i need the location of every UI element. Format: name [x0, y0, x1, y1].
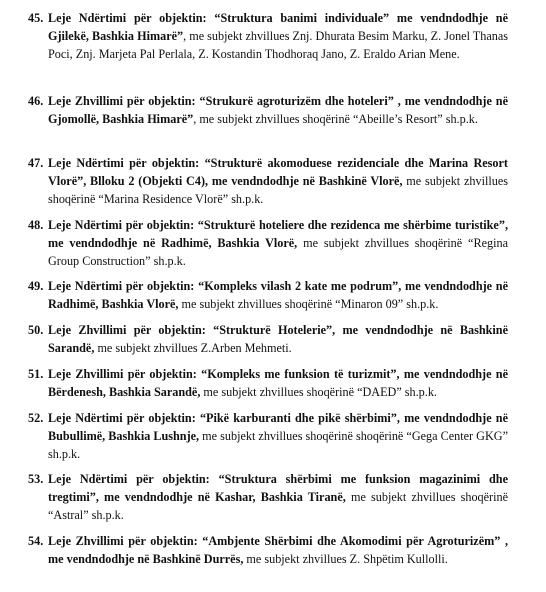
item-details: me subjekt zhvillues shoqërinë shoqërinë “Gega Center GKG” sh.p.k. — [48, 428, 508, 461]
item-title: Leje Zhvillimi për objektin: “Strukurë agroturizëm dhe hoteleri” , me vendndodhje në Gjomollë, Bashkia Himarë” — [48, 94, 508, 126]
list-item — [28, 410, 508, 463]
item-number: 54. — [28, 534, 44, 548]
item-details: , me subjekt zhvillues Znj. Dhurata Besim Marku, Z. Jonel Thanas Poci, Znj. Marjeta Pal Perlala, Z. Kostandin Thodhoraq Jano, Z. Eraldo Arian Mene. — [48, 28, 508, 61]
list-item — [28, 278, 508, 314]
item-details: me subjekt zhvillues Z. Shpëtim Kullolli. — [243, 551, 448, 566]
list-item — [28, 533, 508, 569]
item-details: me subjekt zhvillues shoqërinë “Marina Residence Vlorë” sh.p.k. — [48, 173, 508, 206]
item-details: me subjekt zhvillues Z.Arben Mehmeti. — [94, 340, 292, 355]
item-title: Leje Zhvillimi për objektin: “Ambjente Shërbimi dhe Akomodimi për Agroturizëm” , me vendndodhje në Bashkinë Durrës, — [48, 534, 508, 566]
list-item — [28, 93, 508, 129]
item-title: Leje Ndërtimi për objektin: “Struktura banimi individuale” me vendndodhje në Gjilekë, Bashkia Himarë” — [48, 11, 508, 43]
item-title: Leje Ndërtimi për objektin: “Pikë karburanti dhe pikë shërbimi”, me vendndodhje në Bubullimë, Bashkia Lushnje, — [48, 411, 508, 443]
item-number: 48. — [28, 218, 44, 232]
item-details: me subjekt zhvillues shoqërinë “Minaron 09” sh.p.k. — [178, 296, 439, 311]
item-title: Leje Zhvillimi për objektin: “Strukturë Hotelerie”, me vendndodhje në Bashkinë Sarandë, — [48, 323, 508, 355]
list-item — [28, 10, 508, 63]
item-title: Leje Ndërtimi për objektin: “Strukturë akomoduese rezidenciale dhe Marina Resort Vlorë”, Blloku 2 (Objekti C4), me vendndodhje në Bashkinë Vlorë, — [48, 156, 508, 188]
item-title: Leje Zhvillimi për objektin: “Kompleks me funksion të turizmit”, me vendndodhje në Bërdenesh, Bashkia Sarandë, — [48, 367, 508, 399]
list-item — [28, 217, 508, 270]
list-item — [28, 366, 508, 402]
list-item — [28, 471, 508, 524]
item-title: Leje Ndërtimi për objektin: “Struktura shërbimi me funksion magazinimi dhe tregtimi”, me vendndodhje në Kashar, Bashkia Tiranë, — [48, 472, 508, 504]
item-number: 50. — [28, 323, 44, 337]
item-details: me subjekt zhvillues shoqërinë “DAED” sh.p.k. — [200, 384, 437, 399]
list-item — [28, 322, 508, 358]
item-details: , me subjekt zhvillues shoqërinë “Abeille’s Resort” sh.p.k. — [193, 111, 478, 126]
item-details: me subjekt zhvillues shoqërinë “Astral” sh.p.k. — [48, 489, 508, 522]
item-details: me subjekt zhvillues shoqërinë “Regina Group Construction” sh.p.k. — [48, 235, 508, 268]
item-number: 52. — [28, 411, 44, 425]
item-number: 45. — [28, 11, 44, 25]
item-title: Leje Ndërtimi për objektin: “Kompleks vilash 2 kate me podrum”, me vendndodhje në Radhimë, Bashkia Vlorë, — [48, 279, 508, 311]
item-title: Leje Ndërtimi për objektin: “Strukturë hoteliere dhe rezidenca me shërbime turistike”, me vendndodhje në Radhimë, Bashkia Vlorë, — [48, 218, 508, 250]
item-number: 47. — [28, 156, 44, 170]
item-number: 46. — [28, 94, 44, 108]
item-number: 51. — [28, 367, 44, 381]
item-number: 49. — [28, 279, 44, 293]
item-number: 53. — [28, 472, 44, 486]
list-item — [28, 155, 508, 208]
